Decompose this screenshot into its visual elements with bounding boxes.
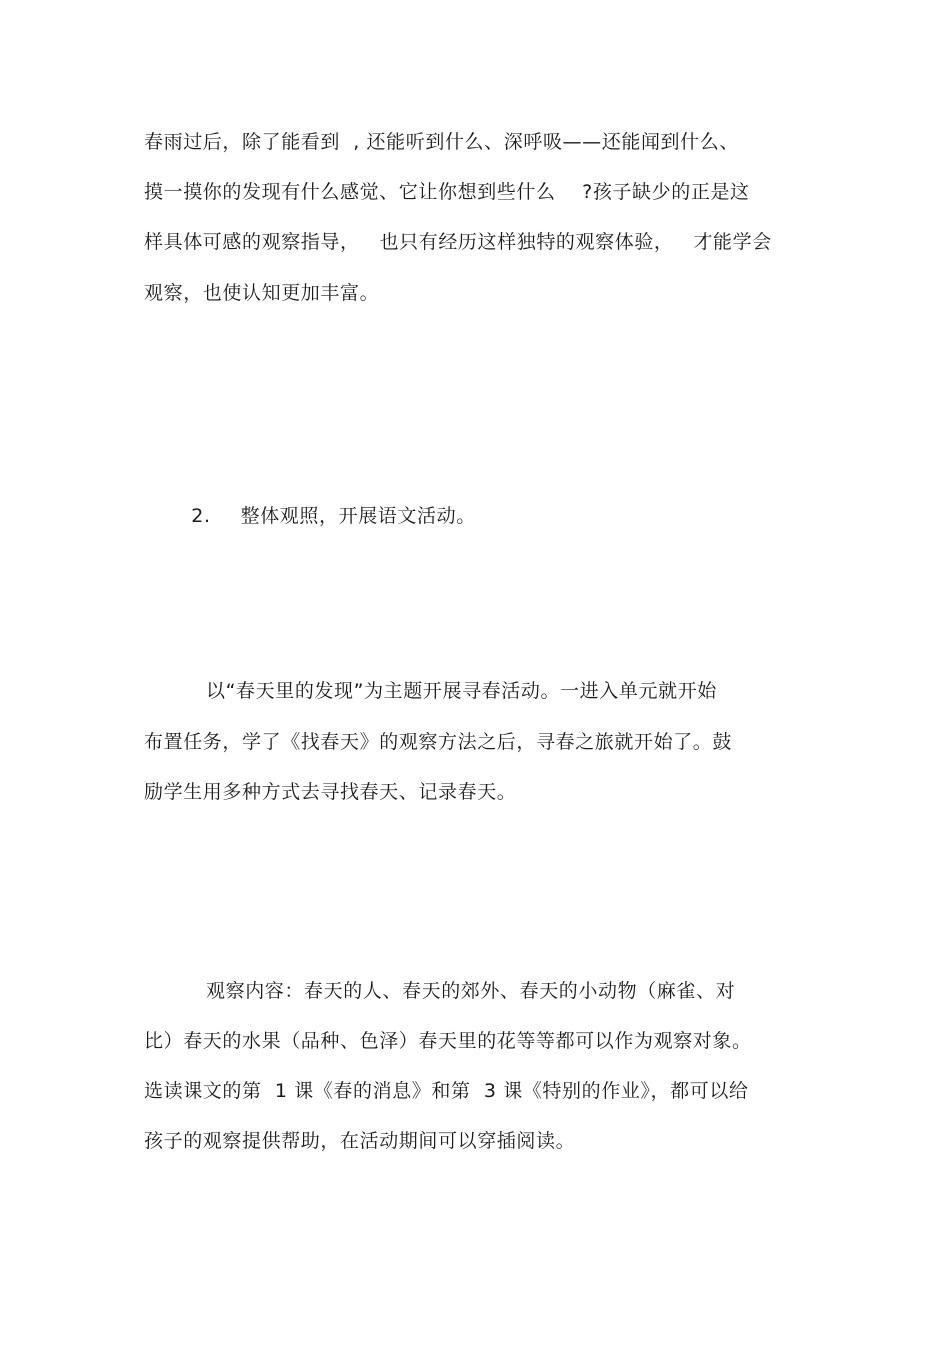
paragraph-line: 励学生用多种方式去寻找春天、记录春天。 [144, 781, 517, 803]
paragraph-line: 样具体可感的观察指导， 也只有经历这样独特的观察体验， 才能学会 [144, 231, 772, 253]
paragraph-line: 观察，也使认知更加丰富。 [144, 282, 380, 304]
heading-text: 整体观照，开展语文活动。 [240, 505, 476, 527]
paragraph-line: 以“春天里的发现”为主题开展寻春活动。一进入单元就开始 [206, 680, 717, 702]
paragraph-line: 比）春天的水果（品种、色泽）春天里的花等等都可以作为观察对象。 [144, 1030, 752, 1052]
paragraph-line: 春雨过后，除了能看到 , 还能听到什么、深呼吸——还能闻到什么、 [144, 131, 739, 153]
paragraph-line: 选读课文的第 1 课《春的消息》和第 3 课《特别的作业》，都可以给 [144, 1080, 749, 1102]
section-heading [178, 480, 476, 528]
paragraph-line: 摸一摸你的发现有什么感觉、它让你想到些什么 ?孩子缺少的正是这 [144, 181, 750, 203]
paragraph-line: 布置任务，学了《找春天》的观察方法之后，寻春之旅就开始了。鼓 [144, 731, 733, 753]
paragraph-line: 孩子的观察提供帮助，在活动期间可以穿插阅读。 [144, 1130, 576, 1152]
heading-number: 2. [191, 505, 211, 527]
paragraph-line: 观察内容：春天的人、春天的郊外、春天的小动物（麻雀、对 [206, 980, 736, 1002]
